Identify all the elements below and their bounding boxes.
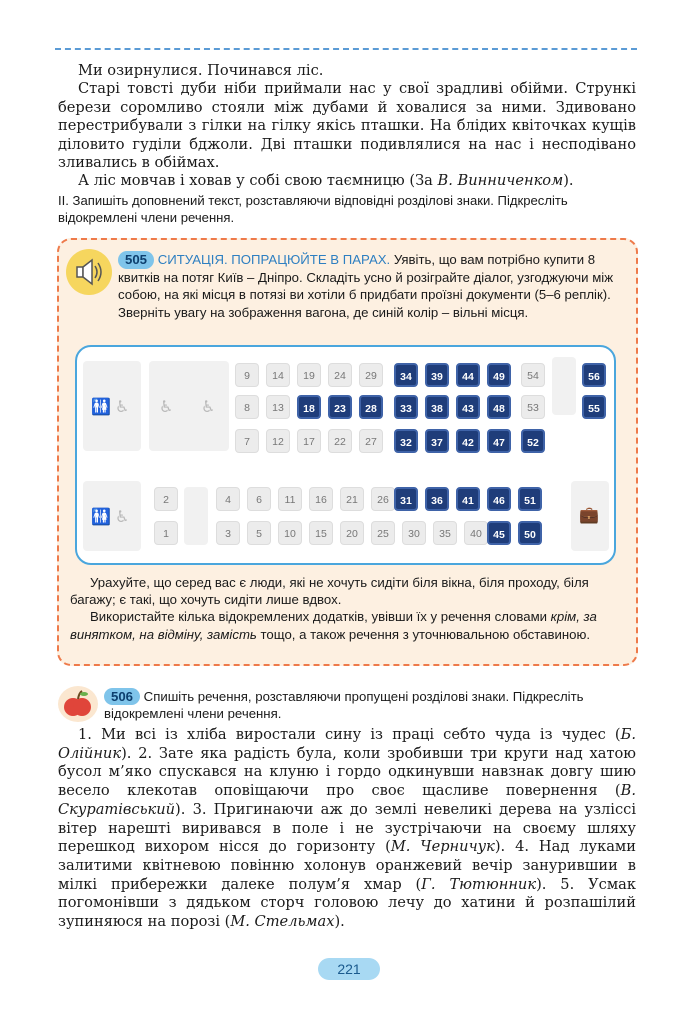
seat-28[interactable]: 28 (359, 395, 383, 419)
seat-37[interactable]: 37 (425, 429, 449, 453)
seat-43[interactable]: 43 (456, 395, 480, 419)
seat-17[interactable]: 17 (297, 429, 321, 453)
story-paragraph-3: А ліс мовчав і ховав у собі свою таємницю (За В. Винниченком). (78, 172, 574, 190)
seat-34[interactable]: 34 (394, 363, 418, 387)
task-2-instruction: II. Запишіть доповнений текст, розставляючи відповідні розділові знаки. Підкресліть відокремлені члени речення. (58, 193, 568, 225)
seat-15[interactable]: 15 (309, 521, 333, 545)
toilet-icon: 🚻 (91, 507, 111, 526)
seat-12[interactable]: 12 (266, 429, 290, 453)
seat-40[interactable]: 40 (464, 521, 488, 545)
seat-11[interactable]: 11 (278, 487, 302, 511)
story-paragraph-1: Ми озирнулися. Починався ліс. (78, 62, 324, 79)
seat-3[interactable]: 3 (216, 521, 240, 545)
exercise-505-heading: СИТУАЦІЯ. ПОПРАЦЮЙТЕ В ПАРАХ. (157, 252, 391, 267)
seat-2[interactable]: 2 (154, 487, 178, 511)
seat-53[interactable]: 53 (521, 395, 545, 419)
exercise-505-note-2: Використайте кілька відокремлених додатків, увівши їх у речення словами крім, за винятком, на відміну, замість тощо, а також речення з уточнювальною обставиною. (70, 609, 597, 642)
seat-54[interactable]: 54 (521, 363, 545, 387)
seat-13[interactable]: 13 (266, 395, 290, 419)
wheelchair-icon: ♿ (201, 397, 216, 416)
seat-35[interactable]: 35 (433, 521, 457, 545)
top-dashed-rule (55, 48, 637, 50)
seat-20[interactable]: 20 (340, 521, 364, 545)
seat-18[interactable]: 18 (297, 395, 321, 419)
seat-49[interactable]: 49 (487, 363, 511, 387)
seat-27[interactable]: 27 (359, 429, 383, 453)
seat-52[interactable]: 52 (521, 429, 545, 453)
seat-55[interactable]: 55 (582, 395, 606, 419)
seat-19[interactable]: 19 (297, 363, 321, 387)
wheelchair-icon: ♿ (159, 397, 174, 416)
seat-4[interactable]: 4 (216, 487, 240, 511)
exercise-506-number: 506 (104, 688, 140, 705)
seat-9[interactable]: 9 (235, 363, 259, 387)
suitcase-icon: 💼 (579, 505, 599, 524)
seat-5[interactable]: 5 (247, 521, 271, 545)
seat-46[interactable]: 46 (487, 487, 511, 511)
seat-45[interactable]: 45 (487, 521, 511, 545)
wheelchair-icon: ♿ (115, 507, 130, 526)
seat-7[interactable]: 7 (235, 429, 259, 453)
seat-1[interactable]: 1 (154, 521, 178, 545)
seat-38[interactable]: 38 (425, 395, 449, 419)
exercise-505-notes (70, 574, 626, 643)
seat-8[interactable]: 8 (235, 395, 259, 419)
toilet-icon: 🚻 (91, 397, 111, 416)
seat-10[interactable]: 10 (278, 521, 302, 545)
speaker-icon (66, 249, 112, 295)
seat-36[interactable]: 36 (425, 487, 449, 511)
seat-50[interactable]: 50 (518, 521, 542, 545)
seat-56[interactable]: 56 (582, 363, 606, 387)
luggage-rack-right (552, 357, 576, 415)
apple-icon (56, 684, 100, 724)
seat-39[interactable]: 39 (425, 363, 449, 387)
seat-14[interactable]: 14 (266, 363, 290, 387)
page-number: 221 (318, 958, 380, 980)
seat-33[interactable]: 33 (394, 395, 418, 419)
seat-41[interactable]: 41 (456, 487, 480, 511)
seat-24[interactable]: 24 (328, 363, 352, 387)
wheelchair-icon: ♿ (115, 397, 130, 416)
story-author: В. Винниченком (437, 172, 564, 190)
seat-22[interactable]: 22 (328, 429, 352, 453)
seat-25[interactable]: 25 (371, 521, 395, 545)
story-text (58, 62, 636, 191)
seat-30[interactable]: 30 (402, 521, 426, 545)
seat-42[interactable]: 42 (456, 429, 480, 453)
exercise-506-task: 506 Спишіть речення, розставляючи пропущені розділові знаки. Підкресліть відокремлені члени речення. (104, 689, 584, 721)
seat-31[interactable]: 31 (394, 487, 418, 511)
exercise-505-number: 505 (118, 251, 154, 269)
exercise-505-text: 505 СИТУАЦІЯ. ПОПРАЦЮЙТЕ В ПАРАХ. Уявіть, що вам потрібно купити 8 квитків на потяг Київ – Дніпро. Складіть усно й розіграйте діалог, узгоджуючи між собою, на які місця в потязі ви хотіли б придбати проїзні документи (5–6 реплік). Зверніть увагу на зображення вагона, де синій колір – вільні місця. (118, 252, 614, 320)
seat-26[interactable]: 26 (371, 487, 395, 511)
seat-29[interactable]: 29 (359, 363, 383, 387)
seat-51[interactable]: 51 (518, 487, 542, 511)
seat-32[interactable]: 32 (394, 429, 418, 453)
seat-16[interactable]: 16 (309, 487, 333, 511)
seat-48[interactable]: 48 (487, 395, 511, 419)
luggage-rack-left (184, 487, 208, 545)
seat-6[interactable]: 6 (247, 487, 271, 511)
story-paragraph-2: Старі товсті дуби ніби приймали нас у свої зрадливі обійми. Стрункі берези соромливо стояли між дубами й ховалися за ними. Здивовано перестрибували з гілки на гілку якісь пташки. На блідих квіточках кущів діловито гуділи бджоли. Дві пташки подивлялися на нас і несподівано зливались в обіймах. (58, 80, 636, 172)
exercise-506-sentences: 1. Ми всі із хліба виростали сину із праці себто чуда із чудес (Б. Олійник). 2. Зате яка радість була, коли зробивши три круги над хатою бусол м’яко спускався на клуню і гордо одкинувши навзнак довгу шию весело клекотав оповіщаючи про своє щасливе повернення (В. Скуратівський). 3. Пригинаючи аж до землі невеликі дерева на узліссі вітер нарешті виривався в поле і не зустрічаючи на своєму шляху перешкод вихором нісся до горизонту (М. Черничук). 4. Над луками залитими квітневою повінню холонув оранжевий вечір занурившии в мілкі прибережки далеке полум’я хмар (Г. Тютюнник). 5. Усмак погомонівши з дядьком сторч головою лечу до хатини й розпашілий зупиняюся на порозі (М. Стельмах). (58, 726, 636, 931)
train-wagon-scheme (75, 345, 616, 565)
exercise-505-note-1: Урахуйте, що серед вас є люди, які не хочуть сидіти біля вікна, біля проходу, біля багажу; є такі, що хочуть сидіти лише вдвох. (70, 575, 589, 608)
seat-21[interactable]: 21 (340, 487, 364, 511)
seat-47[interactable]: 47 (487, 429, 511, 453)
seat-23[interactable]: 23 (328, 395, 352, 419)
seat-44[interactable]: 44 (456, 363, 480, 387)
